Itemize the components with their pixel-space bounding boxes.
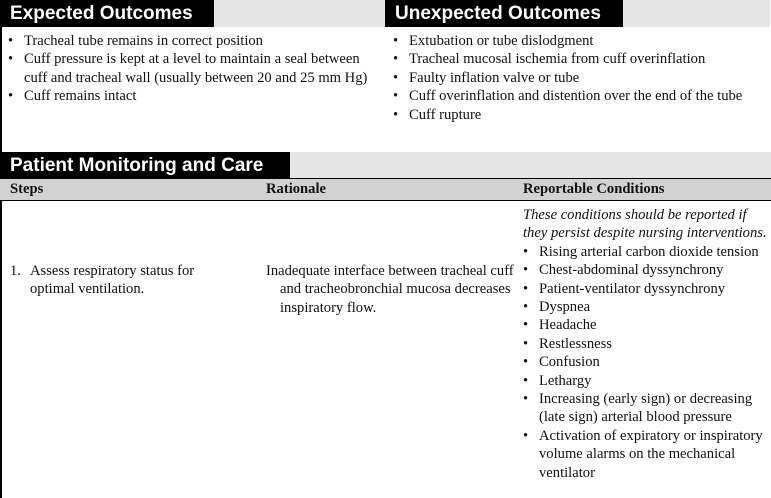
- list-item: • Tracheal tube remains in correct position: [8, 32, 378, 50]
- column-header-steps: Steps: [10, 181, 44, 197]
- left-border-rule: [0, 0, 2, 498]
- list-item: • Dyspnea: [523, 298, 771, 316]
- step-number: 1.: [10, 263, 21, 279]
- rationale-cell: [266, 262, 516, 317]
- unexpected-outcomes-heading: Unexpected Outcomes: [385, 0, 623, 27]
- list-item: • Activation of expiratory or inspiratory volume alarms on the mechanical ventilator: [523, 427, 771, 482]
- list-item: • Chest-abdominal dyssynchrony: [523, 261, 771, 279]
- list-item: • Cuff pressure is kept at a level to maintain a seal between cuff and tracheal wall (usually between 20 and 25 mm Hg): [8, 50, 378, 87]
- step-cell: [10, 262, 240, 299]
- list-item: • Cuff rupture: [393, 106, 771, 124]
- reportable-conditions-cell: [523, 206, 771, 482]
- reportable-note: These conditions should be reported if they persist despite nursing interventions.: [523, 207, 767, 242]
- unexpected-outcomes-list: [393, 32, 771, 124]
- list-item: • Confusion: [523, 353, 771, 371]
- expected-outcomes-heading: Expected Outcomes: [0, 0, 214, 27]
- table-header-row: [0, 178, 771, 201]
- list-item: • Extubation or tube dislodgment: [393, 32, 771, 50]
- list-item: • Restlessness: [523, 335, 771, 353]
- list-item: • Cuff remains intact: [8, 87, 378, 105]
- column-header-rationale: Rationale: [266, 181, 326, 197]
- list-item: • Lethargy: [523, 372, 771, 390]
- list-item: • Rising arterial carbon dioxide tension: [523, 243, 771, 261]
- reportable-conditions-list: [523, 243, 771, 482]
- column-header-reportable-conditions: Reportable Conditions: [523, 181, 665, 197]
- patient-monitoring-heading: Patient Monitoring and Care: [0, 152, 290, 178]
- list-item: • Headache: [523, 316, 771, 334]
- list-item: • Increasing (early sign) or decreasing (late sign) arterial blood pressure: [523, 390, 771, 427]
- expected-outcomes-heading-band: [214, 0, 385, 27]
- list-item: • Cuff overinflation and distention over the end of the tube: [393, 87, 771, 105]
- list-item: • Tracheal mucosal ischemia from cuff overinflation: [393, 50, 771, 68]
- rationale-text: Inadequate interface between tracheal cuff and tracheobronchial mucosa decreases inspiratory flow.: [266, 263, 514, 316]
- list-item: • Patient-ventilator dyssynchrony: [523, 280, 771, 298]
- unexpected-outcomes-heading-band: [623, 0, 770, 27]
- expected-outcomes-list: [8, 32, 378, 106]
- step-text: Assess respiratory status for optimal ventilation.: [30, 263, 195, 298]
- list-item: • Faulty inflation valve or tube: [393, 69, 771, 87]
